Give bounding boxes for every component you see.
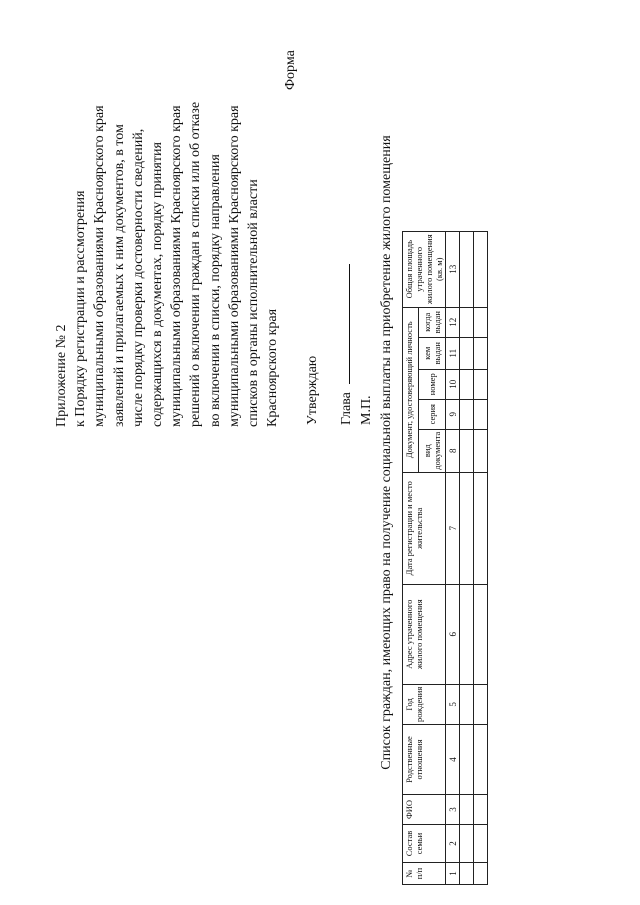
approve-label: Утверждаю: [305, 355, 320, 425]
head-line: [337, 264, 357, 425]
appendix-line: содержащихся в документах, порядку принятия: [150, 142, 166, 427]
column-number: 12: [446, 307, 460, 337]
appendix-line: решений о включении граждан в списки или об отказе: [188, 101, 204, 427]
column-number: 3: [446, 795, 460, 825]
appendix-line: муниципальными образованиями Красноярского края: [226, 105, 242, 427]
table-header-row: [403, 231, 419, 884]
list-title: Список граждан, имеющих право на получение социальной выплаты на приобретение жилого помещения: [379, 135, 394, 770]
header-issued-when: когда выдан: [418, 307, 445, 337]
header-area: Общая площадь утраченного жилого помещения (кв. м): [403, 231, 446, 307]
appendix-line: во включении в списки, порядку направления: [207, 154, 223, 427]
header-family: Состав семьи: [403, 825, 446, 863]
appendix-line: Приложение № 2: [54, 324, 69, 427]
header-number: номер: [418, 369, 445, 399]
header-series: серия: [418, 399, 445, 429]
approval-block: [303, 264, 377, 425]
appendix-line: списков в органы исполнительной власти: [246, 179, 262, 427]
column-number: 4: [446, 725, 460, 795]
column-number: 10: [446, 369, 460, 399]
header-relation: Родственные отношения: [403, 725, 446, 795]
citizens-table: [402, 231, 488, 885]
column-number-row: [446, 231, 460, 884]
header-lost-address: Адрес утраченного жилого помещения: [403, 584, 446, 684]
header-document-group: Документ, удостоверяющий личность: [403, 307, 419, 472]
column-number: 2: [446, 825, 460, 863]
appendix-line: к Порядку регистрации и рассмотрения: [73, 190, 89, 427]
header-issued-by: кем выдан: [418, 337, 445, 369]
appendix-line: муниципальными образованиями Красноярского края: [92, 105, 108, 427]
header-fio: ФИО: [403, 795, 446, 825]
appendix-line: числе порядку проверки достоверности сведений,: [130, 128, 146, 427]
signature-line: [337, 264, 350, 384]
column-number: 6: [446, 584, 460, 684]
appendix-line: Красноярского края: [265, 308, 281, 427]
column-number: 8: [446, 429, 460, 472]
appendix-line: заявлений и прилагаемых к ним документов, в том: [111, 124, 127, 427]
seal-label: М.П.: [359, 395, 374, 425]
column-number: 7: [446, 472, 460, 584]
form-label: Форма: [283, 50, 298, 90]
table-row: [474, 231, 488, 884]
header-registration: Дата регистрации и место жительства: [403, 472, 446, 584]
header-birth-year: Год рождения: [403, 684, 446, 724]
column-number: 5: [446, 684, 460, 724]
column-number: 1: [446, 863, 460, 885]
header-doc-type: вид документа: [418, 429, 445, 472]
column-number: 13: [446, 231, 460, 307]
appendix-line: муниципальными образованиями Красноярского края: [169, 105, 185, 427]
column-number: 11: [446, 337, 460, 369]
column-number: 9: [446, 399, 460, 429]
appendix-header: [52, 7, 282, 427]
head-label: Глава: [339, 392, 354, 425]
header-num: № п/п: [403, 863, 446, 885]
table-row: [460, 231, 474, 884]
